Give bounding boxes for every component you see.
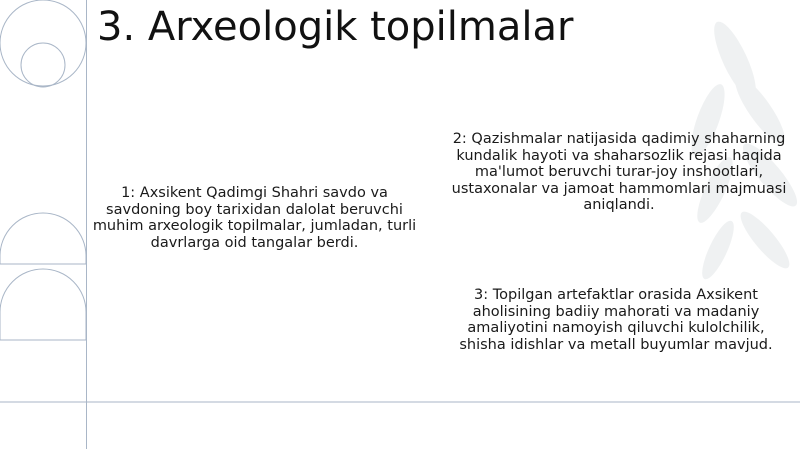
slide-title: 3. Arxeologik topilmalar — [97, 4, 574, 50]
deco-circle-small — [21, 43, 65, 87]
text-paragraph-2: 2: Qazishmalar natijasida qadimiy shaharning kundalik hayoti va shaharsozlik rejasi haqida ma'lumot beruvchi turar-joy inshootlari, ustaxonalar va jamoat hammomlari majmuasi aniqlandi. — [451, 131, 787, 213]
deco-arch-lower — [0, 269, 86, 340]
text-paragraph-3: 3: Topilgan artefaktlar orasida Axsikent aholisining badiiy mahorati va madaniy amaliyotini namoyish qiluvchi kulolchilik, shisha idishlar va metall buyumlar mavjud. — [459, 287, 773, 353]
deco-arch-upper — [0, 213, 86, 264]
text-paragraph-1: 1: Axsikent Qadimgi Shahri savdo va savdoning boy tarixidan dalolat beruvchi muhim arxeologik topilmalar, jumladan, turli davrlarga oid tangalar berdi. — [92, 185, 417, 251]
